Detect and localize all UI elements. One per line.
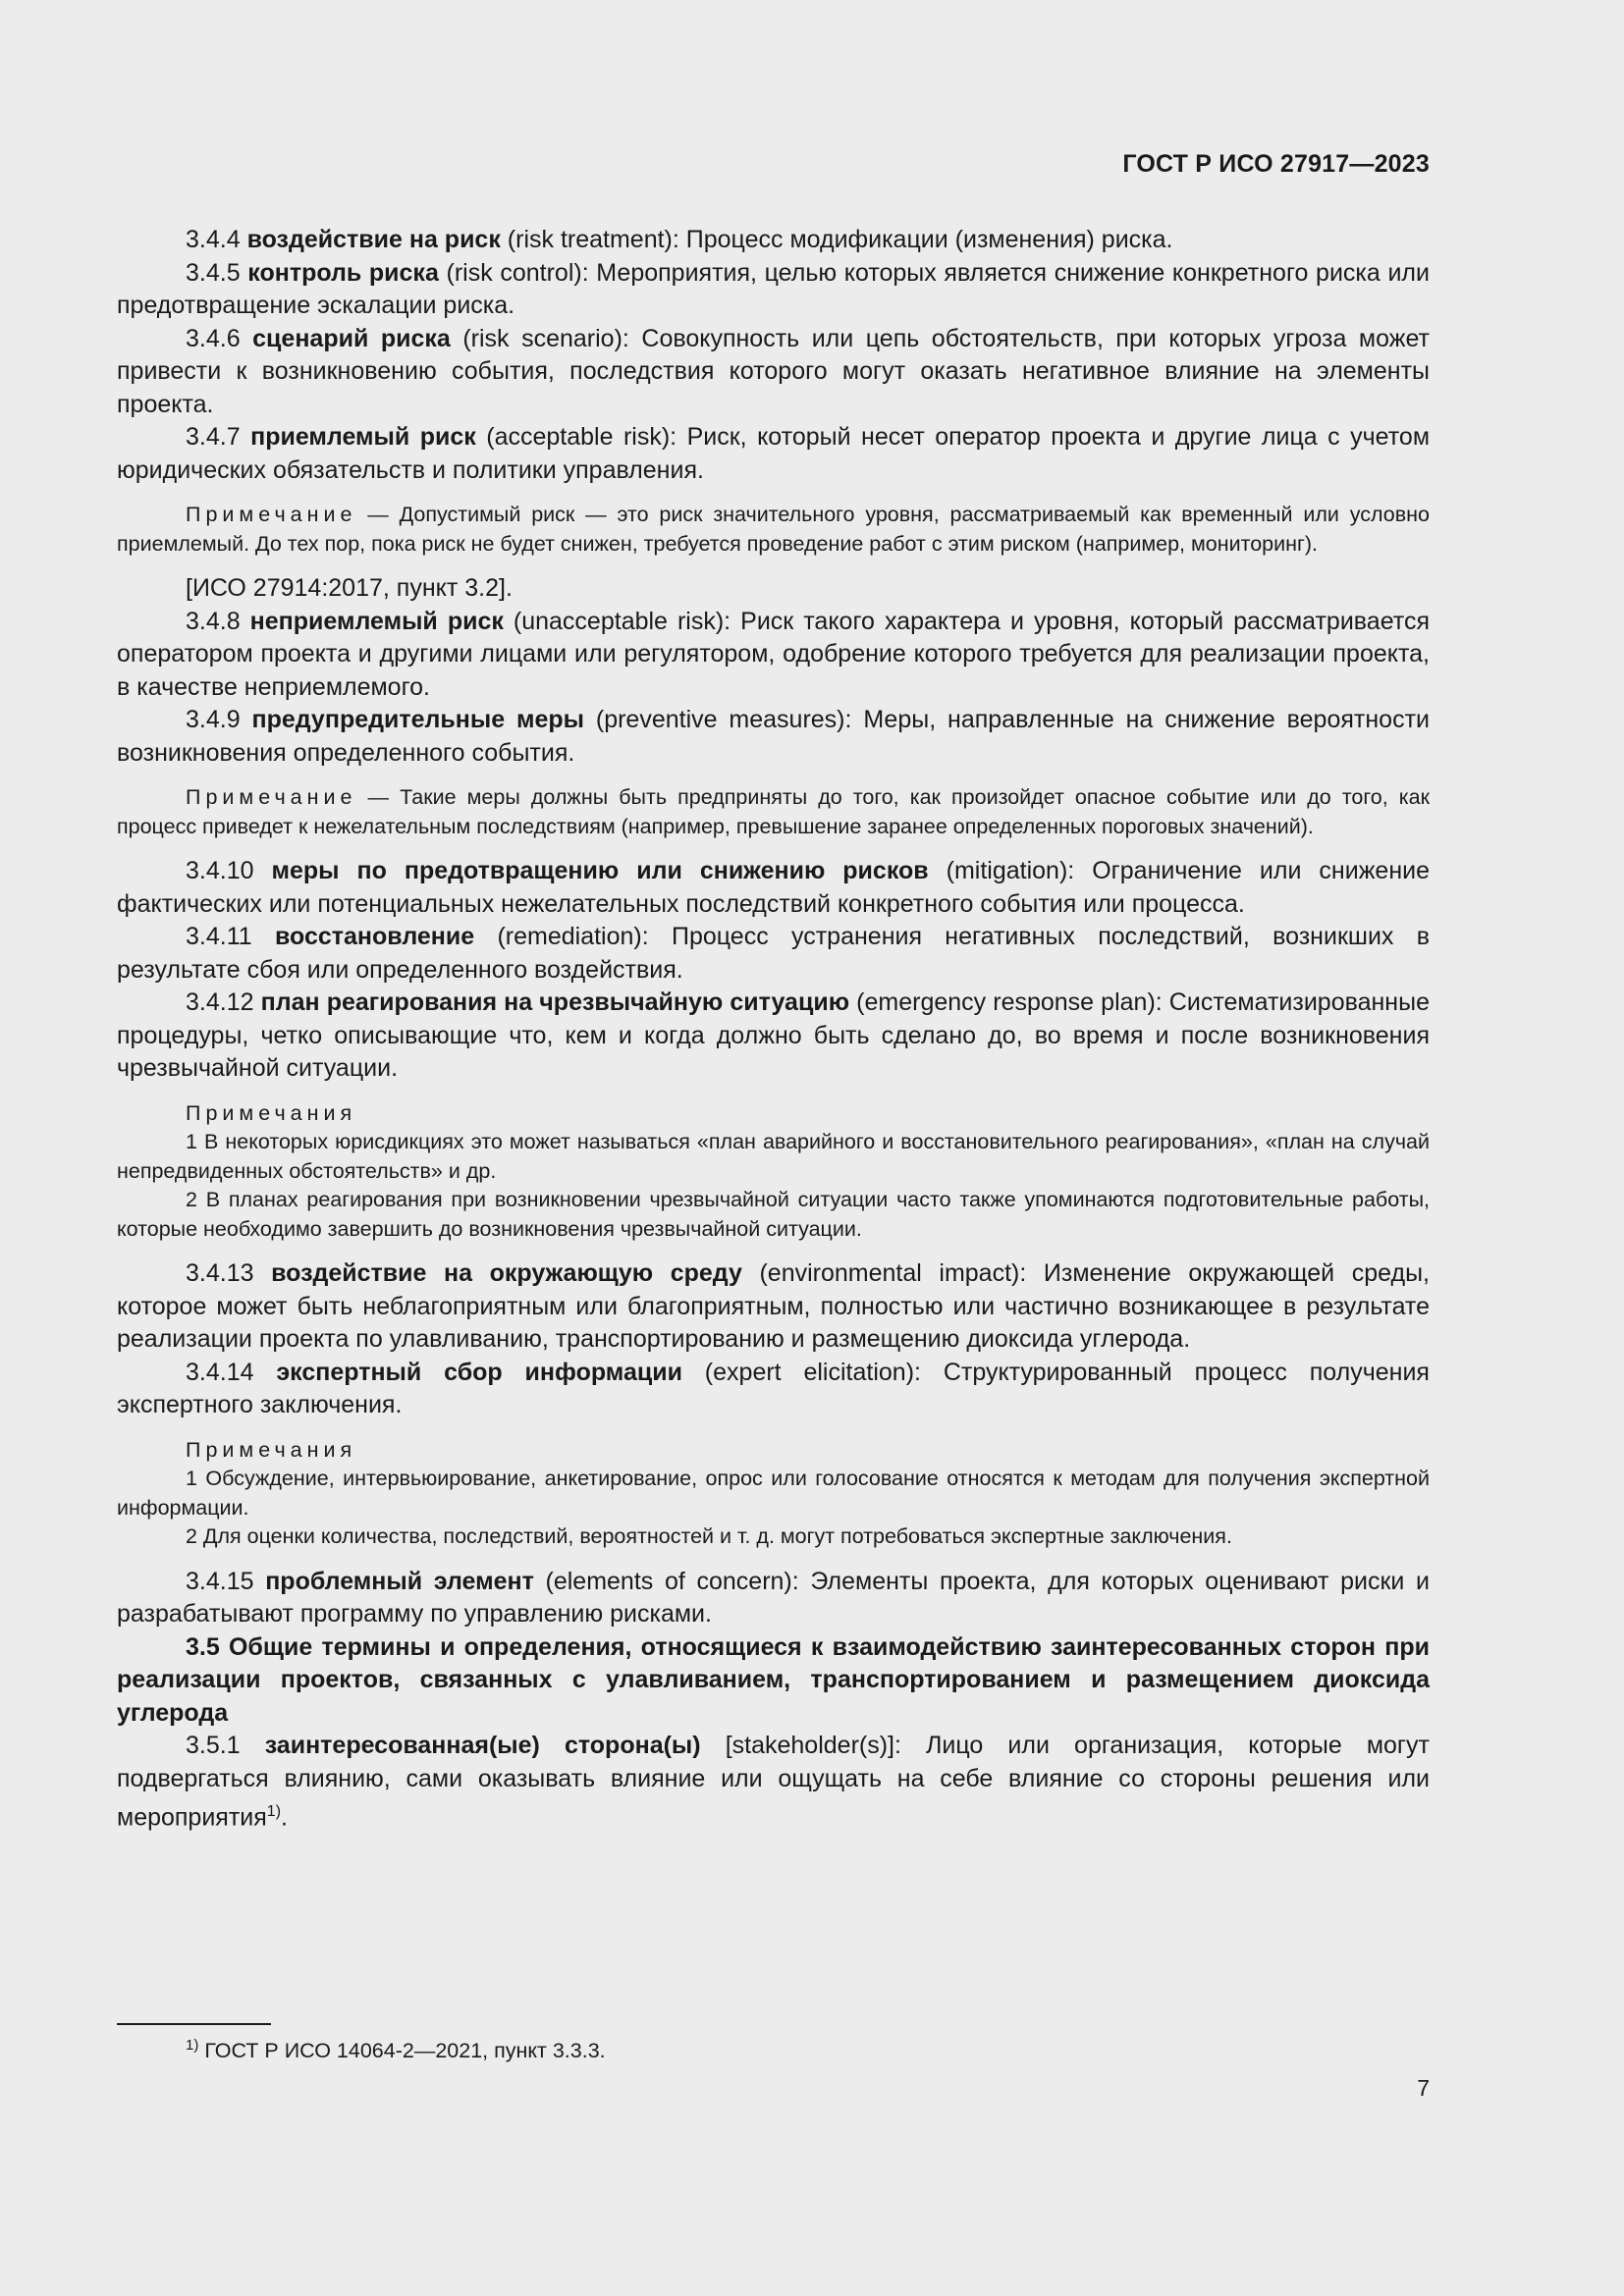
note-3-4-9 xyxy=(117,783,1430,841)
term-definition: (mitigation): Ограничение или снижение фактических или потенциальных нежелательных последствий конкретного события или процесса. xyxy=(117,857,1430,918)
footnote-marker: 1) xyxy=(186,2037,199,2054)
footnote-text: ГОСТ Р ИСО 14064-2—2021, пункт 3.3.3. xyxy=(204,2039,606,2063)
note-item: 2 Для оценки количества, последствий, вероятностей и т. д. могут потребоваться экспертные заключения. xyxy=(186,1524,1232,1548)
note-item: 1 Обсуждение, интервьюирование, анкетирование, опрос или голосование относятся к методам для получения экспертной информации. xyxy=(117,1467,1430,1520)
note-item: 2 В планах реагирования при возникновении чрезвычайной ситуации часто также упоминаются подготовительные работы, которые необходимо завершить до возникновения чрезвычайной ситуации. xyxy=(117,1188,1430,1241)
term-number: 3.4.4 xyxy=(186,226,241,253)
term-number: 3.4.13 xyxy=(186,1259,254,1287)
term-name: воздействие на окружающую среду xyxy=(271,1259,742,1287)
term-number: 3.5.1 xyxy=(186,1732,241,1759)
term-3-4-13 xyxy=(117,1257,1430,1357)
term-name: проблемный элемент xyxy=(265,1567,534,1595)
term-definition: (emergency response plan): Систематизированные процедуры, четко описывающие что, кем и когда должно быть сделано до, во время и после возникновения чрезвычайной ситуации. xyxy=(117,988,1430,1082)
term-definition: (expert elicitation): Структурированный процесс получения экспертного заключения. xyxy=(117,1358,1430,1418)
term-3-4-5 xyxy=(117,257,1430,323)
term-name: план реагирования на чрезвычайную ситуацию xyxy=(260,988,850,1016)
term-name: контроль риска xyxy=(247,258,439,287)
note-item: 1 В некоторых юрисдикциях это может называться «план аварийного и восстановительного реагирования», «план на случай непредвиденных обстоятельств» и др. xyxy=(117,1130,1430,1183)
note-text: — Такие меры должны быть предприняты до того, как произойдет опасное событие или до того, как процесс приведет к нежелательным последствиям (например, превышение заранее определенных пороговых значений). xyxy=(117,785,1430,838)
term-definition: (environmental impact): Изменение окружающей среды, которое может быть неблагоприятным или благоприятным, полностью или частично возникающее в результате реализации проекта по улавливанию, транспортированию и размещению диоксида углерода. xyxy=(117,1259,1430,1353)
term-tail: . xyxy=(281,1803,288,1832)
term-definition: (acceptable risk): Риск, который несет оператор проекта и другие лица с учетом юридических обязательств и политики управления. xyxy=(117,423,1431,484)
term-3-4-12 xyxy=(117,987,1430,1086)
term-3-4-6 xyxy=(117,323,1430,422)
term-definition: (elements of concern): Элементы проекта, для которых оценивают риски и разрабатывают программу по управлению рисками. xyxy=(117,1567,1431,1628)
term-number: 3.4.12 xyxy=(186,988,254,1016)
term-number: 3.4.7 xyxy=(186,423,241,451)
term-3-4-8 xyxy=(117,606,1430,705)
document-header: ГОСТ Р ИСО 27917—2023 xyxy=(1122,150,1430,178)
term-number: 3.4.15 xyxy=(186,1567,254,1595)
term-number: 3.4.5 xyxy=(186,258,241,287)
footnote xyxy=(186,2032,606,2064)
term-name: меры по предотвращению или снижению рисков xyxy=(271,857,929,884)
note-3-4-7 xyxy=(117,501,1430,559)
term-number: 3.4.10 xyxy=(186,857,254,884)
term-3-4-10 xyxy=(117,855,1430,921)
term-name: восстановление xyxy=(274,923,475,950)
footnote-separator xyxy=(117,2023,271,2025)
section-heading-3-5: 3.5 Общие термины и определения, относящиеся к взаимодействию заинтересованных сторон при реализации проектов, связанных с улавливанием, транспортированием и размещением диоксида углерода xyxy=(117,1632,1430,1727)
term-3-4-14 xyxy=(117,1357,1430,1422)
document-body xyxy=(117,224,1430,1835)
reference: [ИСО 27914:2017, пункт 3.2]. xyxy=(186,574,513,602)
footnote-reference[interactable]: 1) xyxy=(266,1803,282,1820)
term-definition: (remediation): Процесс устранения негативных последствий, возникших в результате сбоя или определенного воздействия. xyxy=(117,923,1430,984)
notes-label: Примечания xyxy=(186,1100,357,1125)
term-name: предупредительные меры xyxy=(251,706,584,733)
term-3-4-11 xyxy=(117,921,1430,987)
term-name: приемлемый риск xyxy=(250,423,476,451)
term-definition: (risk scenario): Совокупность или цепь обстоятельств, при которых угроза может привести к возникновению события, последствия которого могут оказать негативное влияние на элементы проекта. xyxy=(117,324,1430,418)
term-definition: (risk treatment): Процесс модификации (изменения) риска. xyxy=(500,226,1173,253)
term-3-4-7 xyxy=(117,421,1430,487)
term-3-4-9 xyxy=(117,704,1430,770)
term-name: заинтересованная(ые) сторона(ы) xyxy=(264,1732,701,1759)
term-name: экспертный сбор информации xyxy=(276,1358,682,1386)
note-text: — Допустимый риск — это риск значительного уровня, рассматриваемый как временный или условно приемлемый. До тех пор, пока риск не будет снижен, требуется проведение работ с этим риском (например, мониторинг). xyxy=(117,503,1430,556)
term-definition: (unacceptable risk): Риск такого характера и уровня, который рассматривается оператором проекта и другими лицами или регулятором, одобрение которого требуется для реализации проекта, в качестве неприемлемого. xyxy=(117,607,1430,701)
page-number: 7 xyxy=(1417,2075,1430,2101)
notes-label: Примечания xyxy=(186,1437,357,1462)
term-definition: (risk control): Мероприятия, целью которых является снижение конкретного риска или предотвращение эскалации риска. xyxy=(117,258,1430,319)
term-name: воздействие на риск xyxy=(246,226,501,253)
term-number: 3.4.9 xyxy=(186,706,241,733)
term-name: неприемлемый риск xyxy=(249,607,504,635)
term-name: сценарий риска xyxy=(252,324,451,352)
note-label: Примечание xyxy=(186,785,357,809)
term-number: 3.4.14 xyxy=(186,1358,254,1386)
term-3-4-15 xyxy=(117,1566,1430,1631)
term-3-4-4 xyxy=(117,224,1430,257)
term-number: 3.4.6 xyxy=(186,324,241,352)
term-number: 3.4.8 xyxy=(186,607,241,635)
term-number: 3.4.11 xyxy=(186,923,252,950)
term-definition: [stakeholder(s)]: Лицо или организация, которые могут подвергаться влиянию, сами оказывать влияние или ощущать на себе влияние со стороны решения или мероприятия xyxy=(117,1732,1430,1832)
term-3-5-1 xyxy=(117,1730,1430,1835)
note-label: Примечание xyxy=(186,503,357,526)
term-definition: (preventive measures): Меры, направленные на снижение вероятности возникновения определенного события. xyxy=(117,706,1430,767)
